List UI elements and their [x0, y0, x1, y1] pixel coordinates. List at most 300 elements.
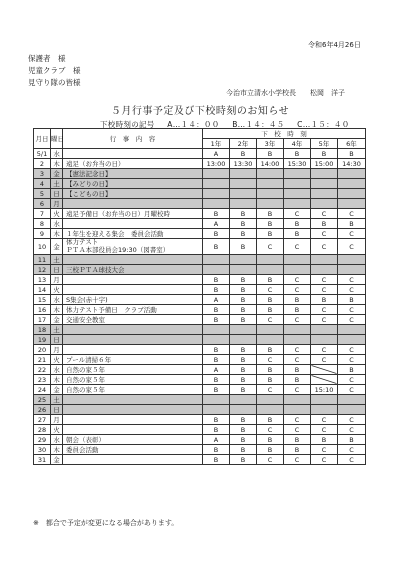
dismissal-time-grade-5: C — [311, 345, 338, 355]
dismissal-time-grade-6 — [338, 199, 366, 209]
dismissal-time-grade-6 — [338, 335, 366, 345]
row-weekday: 金 — [51, 385, 63, 395]
legend-code-c: C…１５：４０ — [297, 120, 350, 129]
dismissal-time-grade-1: B — [203, 385, 230, 395]
dismissal-time-grade-3: C — [257, 425, 284, 435]
dismissal-time-grade-4: B — [284, 435, 311, 445]
dismissal-time-grade-2: B — [230, 425, 257, 435]
dismissal-time-grade-6: C — [338, 315, 366, 325]
dismissal-time-grade-5: 15:00 — [311, 159, 338, 169]
dismissal-time-grade-4: B — [284, 295, 311, 305]
table-row — [34, 435, 366, 445]
dismissal-time-grade-6: C — [338, 445, 366, 455]
header-dismissal: 下 校 時 刻 — [203, 129, 366, 139]
dismissal-time-grade-5 — [311, 255, 338, 265]
row-day: 21 — [34, 355, 51, 365]
header-grade-1: 1年 — [203, 139, 230, 149]
row-day: 27 — [34, 415, 51, 425]
dismissal-time-grade-6: C — [338, 209, 366, 219]
table-row — [34, 295, 366, 305]
row-event: 【こどもの日】 — [63, 189, 203, 199]
dismissal-time-grade-3: B — [257, 295, 284, 305]
dismissal-time-grade-6: B — [338, 295, 366, 305]
dismissal-time-grade-4 — [284, 405, 311, 415]
dismissal-time-grade-2 — [230, 169, 257, 179]
row-event: 自然の家５年 — [63, 385, 203, 395]
row-day: 26 — [34, 405, 51, 415]
dismissal-time-grade-3: B — [257, 415, 284, 425]
dismissal-time-grade-6 — [338, 179, 366, 189]
dismissal-time-grade-5: B — [311, 295, 338, 305]
dismissal-time-grade-4: B — [284, 229, 311, 239]
row-day: 5 — [34, 189, 51, 199]
dismissal-time-grade-1: B — [203, 415, 230, 425]
row-event — [63, 425, 203, 435]
row-weekday: 土 — [51, 395, 63, 405]
dismissal-time-grade-1: B — [203, 445, 230, 455]
row-event — [63, 345, 203, 355]
dismissal-time-grade-1: A — [203, 365, 230, 375]
dismissal-time-grade-4 — [284, 189, 311, 199]
dismissal-time-grade-4 — [284, 335, 311, 345]
dismissal-time-grade-3 — [257, 405, 284, 415]
row-day: 2 — [34, 159, 51, 169]
table-row — [34, 355, 366, 365]
dismissal-time-grade-3 — [257, 265, 284, 275]
dismissal-time-grade-2 — [230, 405, 257, 415]
dismissal-time-grade-2 — [230, 265, 257, 275]
row-weekday: 土 — [51, 179, 63, 189]
row-event: 【憲法記念日】 — [63, 169, 203, 179]
row-day: 5/1 — [34, 149, 51, 159]
dismissal-time-grade-4: C — [284, 285, 311, 295]
table-row — [34, 325, 366, 335]
dismissal-time-grade-5 — [311, 189, 338, 199]
table-row — [34, 305, 366, 315]
dismissal-time-grade-3: C — [257, 455, 284, 465]
header-weekday: 曜日 — [51, 129, 63, 149]
header-grade-5: 5年 — [311, 139, 338, 149]
row-weekday: 金 — [51, 455, 63, 465]
row-day: 18 — [34, 325, 51, 335]
row-event-line-1: 体力テスト — [66, 238, 99, 246]
dismissal-time-grade-1 — [203, 395, 230, 405]
row-weekday: 木 — [51, 375, 63, 385]
dismissal-time-grade-6: C — [338, 385, 366, 395]
dismissal-time-grade-2: B — [230, 445, 257, 455]
row-weekday: 月 — [51, 345, 63, 355]
dismissal-time-grade-1 — [203, 265, 230, 275]
row-event-line-2: ＰＴＡ本部役員会19:30（図書室） — [66, 245, 170, 254]
dismissal-time-grade-3: C — [257, 315, 284, 325]
row-day: 19 — [34, 335, 51, 345]
table-row — [34, 335, 366, 345]
dismissal-time-grade-6: C — [338, 415, 366, 425]
row-event: 自然の家５年 — [63, 365, 203, 375]
dismissal-time-grade-4 — [284, 255, 311, 265]
dismissal-time-grade-4 — [284, 179, 311, 189]
recipient-watch-team: 見守り隊の皆様 — [28, 78, 81, 87]
row-weekday: 月 — [51, 199, 63, 209]
dismissal-time-grade-4: C — [284, 239, 311, 255]
dismissal-time-grade-4: B — [284, 445, 311, 455]
table-row — [34, 229, 366, 239]
dismissal-time-grade-5 — [311, 375, 338, 385]
dismissal-time-grade-1: B — [203, 455, 230, 465]
footnote: ※ 都合で予定が変更になる場合があります。 — [33, 519, 179, 527]
dismissal-time-grade-2: B — [230, 415, 257, 425]
row-weekday: 水 — [51, 435, 63, 445]
dismissal-time-grade-5 — [311, 395, 338, 405]
dismissal-time-grade-3 — [257, 169, 284, 179]
dismissal-time-grade-3 — [257, 199, 284, 209]
dismissal-time-grade-5: B — [311, 435, 338, 445]
row-day: 11 — [34, 255, 51, 265]
document-title: ５月行事予定及び下校時刻のお知らせ — [110, 106, 290, 117]
dismissal-time-grade-5 — [311, 265, 338, 275]
dismissal-time-grade-1: A — [203, 149, 230, 159]
row-weekday: 日 — [51, 265, 63, 275]
dismissal-time-grade-6 — [338, 325, 366, 335]
dismissal-time-grade-6: C — [338, 455, 366, 465]
row-weekday: 木 — [51, 159, 63, 169]
dismissal-time-grade-3: B — [257, 229, 284, 239]
row-weekday: 木 — [51, 445, 63, 455]
dismissal-time-grade-4: C — [284, 209, 311, 219]
dismissal-time-grade-1: B — [203, 305, 230, 315]
row-event: 体力テスト予備日 クラブ活動 — [63, 305, 203, 315]
dismissal-time-grade-4: C — [284, 355, 311, 365]
dismissal-time-grade-1 — [203, 335, 230, 345]
row-weekday: 火 — [51, 355, 63, 365]
dismissal-time-grade-6 — [338, 189, 366, 199]
dismissal-time-grade-2: B — [230, 365, 257, 375]
dismissal-time-grade-2 — [230, 255, 257, 265]
row-weekday: 水 — [51, 295, 63, 305]
dismissal-time-grade-5: C — [311, 275, 338, 285]
row-weekday: 日 — [51, 335, 63, 345]
dismissal-time-grade-6: C — [338, 275, 366, 285]
row-day: 22 — [34, 365, 51, 375]
row-day: 17 — [34, 315, 51, 325]
row-weekday: 金 — [51, 315, 63, 325]
dismissal-time-grade-6: C — [338, 305, 366, 315]
header-grade-6: 6年 — [338, 139, 366, 149]
row-weekday: 火 — [51, 285, 63, 295]
table-row — [34, 239, 366, 255]
row-event — [63, 285, 203, 295]
dismissal-time-grade-2: B — [230, 219, 257, 229]
table-row — [34, 179, 366, 189]
dismissal-time-grade-6: C — [338, 239, 366, 255]
dismissal-time-grade-1: B — [203, 229, 230, 239]
row-event: 朝会（表彰） — [63, 435, 203, 445]
dismissal-time-grade-1 — [203, 199, 230, 209]
row-event: 【みどりの日】 — [63, 179, 203, 189]
dismissal-time-grade-1: B — [203, 375, 230, 385]
dismissal-time-grade-5: C — [311, 355, 338, 365]
table-row — [34, 455, 366, 465]
row-event: 交通安全教室 — [63, 315, 203, 325]
dismissal-time-grade-4: C — [284, 415, 311, 425]
dismissal-time-grade-1: A — [203, 295, 230, 305]
row-day: 31 — [34, 455, 51, 465]
row-weekday: 水 — [51, 149, 63, 159]
table-row — [34, 365, 366, 375]
row-event — [63, 335, 203, 345]
dismissal-time-grade-2: B — [230, 455, 257, 465]
row-weekday: 水 — [51, 365, 63, 375]
dismissal-time-grade-2 — [230, 325, 257, 335]
dismissal-time-grade-4: B — [284, 149, 311, 159]
dismissal-time-grade-3: 14:00 — [257, 159, 284, 169]
dismissal-time-grade-6: C — [338, 375, 366, 385]
dismissal-time-grade-6 — [338, 395, 366, 405]
row-weekday: 土 — [51, 325, 63, 335]
dismissal-time-grade-3 — [257, 179, 284, 189]
legend-code-a: A…１４：００ — [167, 120, 220, 129]
dismissal-time-grade-1: B — [203, 355, 230, 365]
dismissal-time-grade-4 — [284, 169, 311, 179]
dismissal-time-grade-5 — [311, 325, 338, 335]
dismissal-time-grade-5: C — [311, 415, 338, 425]
dismissal-time-grade-5: B — [311, 219, 338, 229]
dismissal-time-grade-5: C — [311, 425, 338, 435]
row-day: 8 — [34, 219, 51, 229]
row-day: 3 — [34, 169, 51, 179]
row-event — [63, 239, 203, 255]
dismissal-time-grade-2: B — [230, 385, 257, 395]
header-grade-2: 2年 — [230, 139, 257, 149]
dismissal-time-grade-4 — [284, 199, 311, 209]
legend-label: 下校時刻の記号 — [100, 120, 155, 129]
table-row — [34, 425, 366, 435]
table-row — [34, 395, 366, 405]
table-row — [34, 219, 366, 229]
row-weekday: 木 — [51, 229, 63, 239]
dismissal-time-grade-4: C — [284, 275, 311, 285]
dismissal-time-grade-6 — [338, 405, 366, 415]
row-weekday: 月 — [51, 415, 63, 425]
dismissal-time-grade-6: B — [338, 149, 366, 159]
dismissal-time-grade-6: B — [338, 219, 366, 229]
dismissal-time-grade-4: C — [284, 455, 311, 465]
schedule-table — [33, 128, 366, 465]
dismissal-time-grade-6: B — [338, 435, 366, 445]
row-day: 13 — [34, 275, 51, 285]
row-day: 25 — [34, 395, 51, 405]
row-event — [63, 325, 203, 335]
row-weekday: 木 — [51, 305, 63, 315]
dismissal-time-grade-3: C — [257, 385, 284, 395]
row-event — [63, 405, 203, 415]
row-day: 29 — [34, 435, 51, 445]
dismissal-time-grade-2 — [230, 189, 257, 199]
row-event: 委員会活動 — [63, 445, 203, 455]
row-event: 自然の家５年 — [63, 375, 203, 385]
dismissal-time-grade-6: C — [338, 229, 366, 239]
row-weekday: 金 — [51, 239, 63, 255]
dismissal-time-grade-4: B — [284, 305, 311, 315]
table-row — [34, 315, 366, 325]
dismissal-time-grade-5 — [311, 199, 338, 209]
table-row — [34, 285, 366, 295]
dismissal-time-grade-2 — [230, 335, 257, 345]
row-event: 三校ＰＴＡ球技大会 — [63, 265, 203, 275]
dismissal-time-grade-3: B — [257, 149, 284, 159]
dismissal-time-grade-5: C — [311, 305, 338, 315]
dismissal-time-grade-3 — [257, 395, 284, 405]
recipient-childrens-club: 児童クラブ 様 — [28, 66, 81, 75]
dismissal-time-grade-2 — [230, 179, 257, 189]
dismissal-time-grade-1 — [203, 189, 230, 199]
row-day: 24 — [34, 385, 51, 395]
dismissal-time-grade-2: B — [230, 285, 257, 295]
dismissal-time-grade-2: B — [230, 375, 257, 385]
dismissal-time-grade-3 — [257, 335, 284, 345]
header-day: 月日 — [34, 129, 51, 149]
dismissal-time-grade-5: B — [311, 149, 338, 159]
row-event — [63, 455, 203, 465]
schedule-body — [34, 149, 366, 465]
dismissal-time-grade-1 — [203, 255, 230, 265]
dismissal-time-grade-6 — [338, 265, 366, 275]
dismissal-time-grade-3 — [257, 189, 284, 199]
row-day: 9 — [34, 229, 51, 239]
dismissal-time-grade-5 — [311, 405, 338, 415]
table-row — [34, 149, 366, 159]
row-weekday: 水 — [51, 219, 63, 229]
dismissal-time-grade-2 — [230, 395, 257, 405]
dismissal-time-grade-4: C — [284, 425, 311, 435]
dismissal-time-grade-5: C — [311, 445, 338, 455]
dismissal-time-grade-2: B — [230, 315, 257, 325]
dismissal-time-grade-6 — [338, 255, 366, 265]
row-day: 10 — [34, 239, 51, 255]
row-day: 7 — [34, 209, 51, 219]
dismissal-time-grade-3: B — [257, 365, 284, 375]
dismissal-time-grade-4 — [284, 265, 311, 275]
dismissal-time-grade-5: C — [311, 315, 338, 325]
dismissal-time-grade-5: C — [311, 209, 338, 219]
dismissal-time-grade-4: C — [284, 385, 311, 395]
row-day: 28 — [34, 425, 51, 435]
table-row — [34, 445, 366, 455]
dismissal-time-grade-6: C — [338, 285, 366, 295]
dismissal-time-grade-2: B — [230, 229, 257, 239]
table-row — [34, 209, 366, 219]
row-event: １年生を迎える集会 委員会活動 — [63, 229, 203, 239]
dismissal-time-grade-6: C — [338, 355, 366, 365]
table-row — [34, 189, 366, 199]
dismissal-time-grade-1: B — [203, 425, 230, 435]
dismissal-time-grade-2: B — [230, 149, 257, 159]
row-weekday: 日 — [51, 189, 63, 199]
row-day: 4 — [34, 179, 51, 189]
dismissal-time-grade-3: B — [257, 305, 284, 315]
row-event: プール清掃６年 — [63, 355, 203, 365]
dismissal-time-grade-5: C — [311, 455, 338, 465]
dismissal-time-grade-6: B — [338, 365, 366, 375]
row-event: 遠足（お弁当の日） — [63, 159, 203, 169]
dismissal-time-grade-3: C — [257, 239, 284, 255]
dismissal-time-grade-1 — [203, 325, 230, 335]
table-row — [34, 159, 366, 169]
dismissal-time-grade-2: B — [230, 305, 257, 315]
dismissal-time-grade-3: C — [257, 285, 284, 295]
dismissal-time-grade-1: A — [203, 435, 230, 445]
dismissal-time-grade-2: B — [230, 355, 257, 365]
row-event: 遠足予備日（お弁当の日）月曜校時 — [63, 209, 203, 219]
dismissal-time-grade-4: B — [284, 219, 311, 229]
row-day: 14 — [34, 285, 51, 295]
dismissal-time-grade-3: B — [257, 435, 284, 445]
dismissal-time-grade-2: B — [230, 435, 257, 445]
dismissal-time-grade-3: B — [257, 375, 284, 385]
row-event — [63, 149, 203, 159]
dismissal-time-grade-1 — [203, 179, 230, 189]
dismissal-time-grade-3: B — [257, 209, 284, 219]
table-row — [34, 415, 366, 425]
table-row — [34, 345, 366, 355]
row-event — [63, 219, 203, 229]
dismissal-time-grade-2: B — [230, 275, 257, 285]
dismissal-time-grade-1: A — [203, 219, 230, 229]
row-event: S集会(赤十字) — [63, 295, 203, 305]
header-grade-4: 4年 — [284, 139, 311, 149]
dismissal-time-grade-4: 15:30 — [284, 159, 311, 169]
dismissal-time-grade-2: 13:30 — [230, 159, 257, 169]
table-row — [34, 265, 366, 275]
dismissal-time-grade-3: B — [257, 345, 284, 355]
dismissal-time-grade-5: 15:10 — [311, 385, 338, 395]
table-row — [34, 199, 366, 209]
sender: 今治市立清水小学校長 松岡 洋子 — [226, 89, 345, 97]
table-row — [34, 169, 366, 179]
dismissal-time-grade-5: C — [311, 285, 338, 295]
dismissal-time-grade-1: B — [203, 285, 230, 295]
dismissal-time-grade-3: B — [257, 275, 284, 285]
dismissal-time-grade-3: B — [257, 445, 284, 455]
row-weekday: 土 — [51, 255, 63, 265]
dismissal-time-grade-5: C — [311, 239, 338, 255]
dismissal-time-grade-5 — [311, 365, 338, 375]
dismissal-time-grade-3: C — [257, 355, 284, 365]
dismissal-time-grade-4 — [284, 395, 311, 405]
dismissal-time-grade-5 — [311, 179, 338, 189]
row-event — [63, 275, 203, 285]
row-weekday: 火 — [51, 425, 63, 435]
dismissal-time-grade-1 — [203, 405, 230, 415]
row-weekday: 日 — [51, 405, 63, 415]
dismissal-time-grade-4: C — [284, 315, 311, 325]
dismissal-time-grade-1: 13:00 — [203, 159, 230, 169]
dismissal-time-grade-4 — [284, 325, 311, 335]
row-day: 23 — [34, 375, 51, 385]
header-grade-3: 3年 — [257, 139, 284, 149]
row-day: 15 — [34, 295, 51, 305]
dismissal-time-grade-2: B — [230, 239, 257, 255]
header-events: 行 事 内 容 — [63, 129, 203, 149]
dismissal-time-grade-1: B — [203, 275, 230, 285]
table-row — [34, 405, 366, 415]
row-event — [63, 395, 203, 405]
dismissal-time-grade-3 — [257, 325, 284, 335]
row-event — [63, 415, 203, 425]
dismissal-time-grade-4: B — [284, 375, 311, 385]
dismissal-time-grade-4: B — [284, 365, 311, 375]
row-day: 30 — [34, 445, 51, 455]
